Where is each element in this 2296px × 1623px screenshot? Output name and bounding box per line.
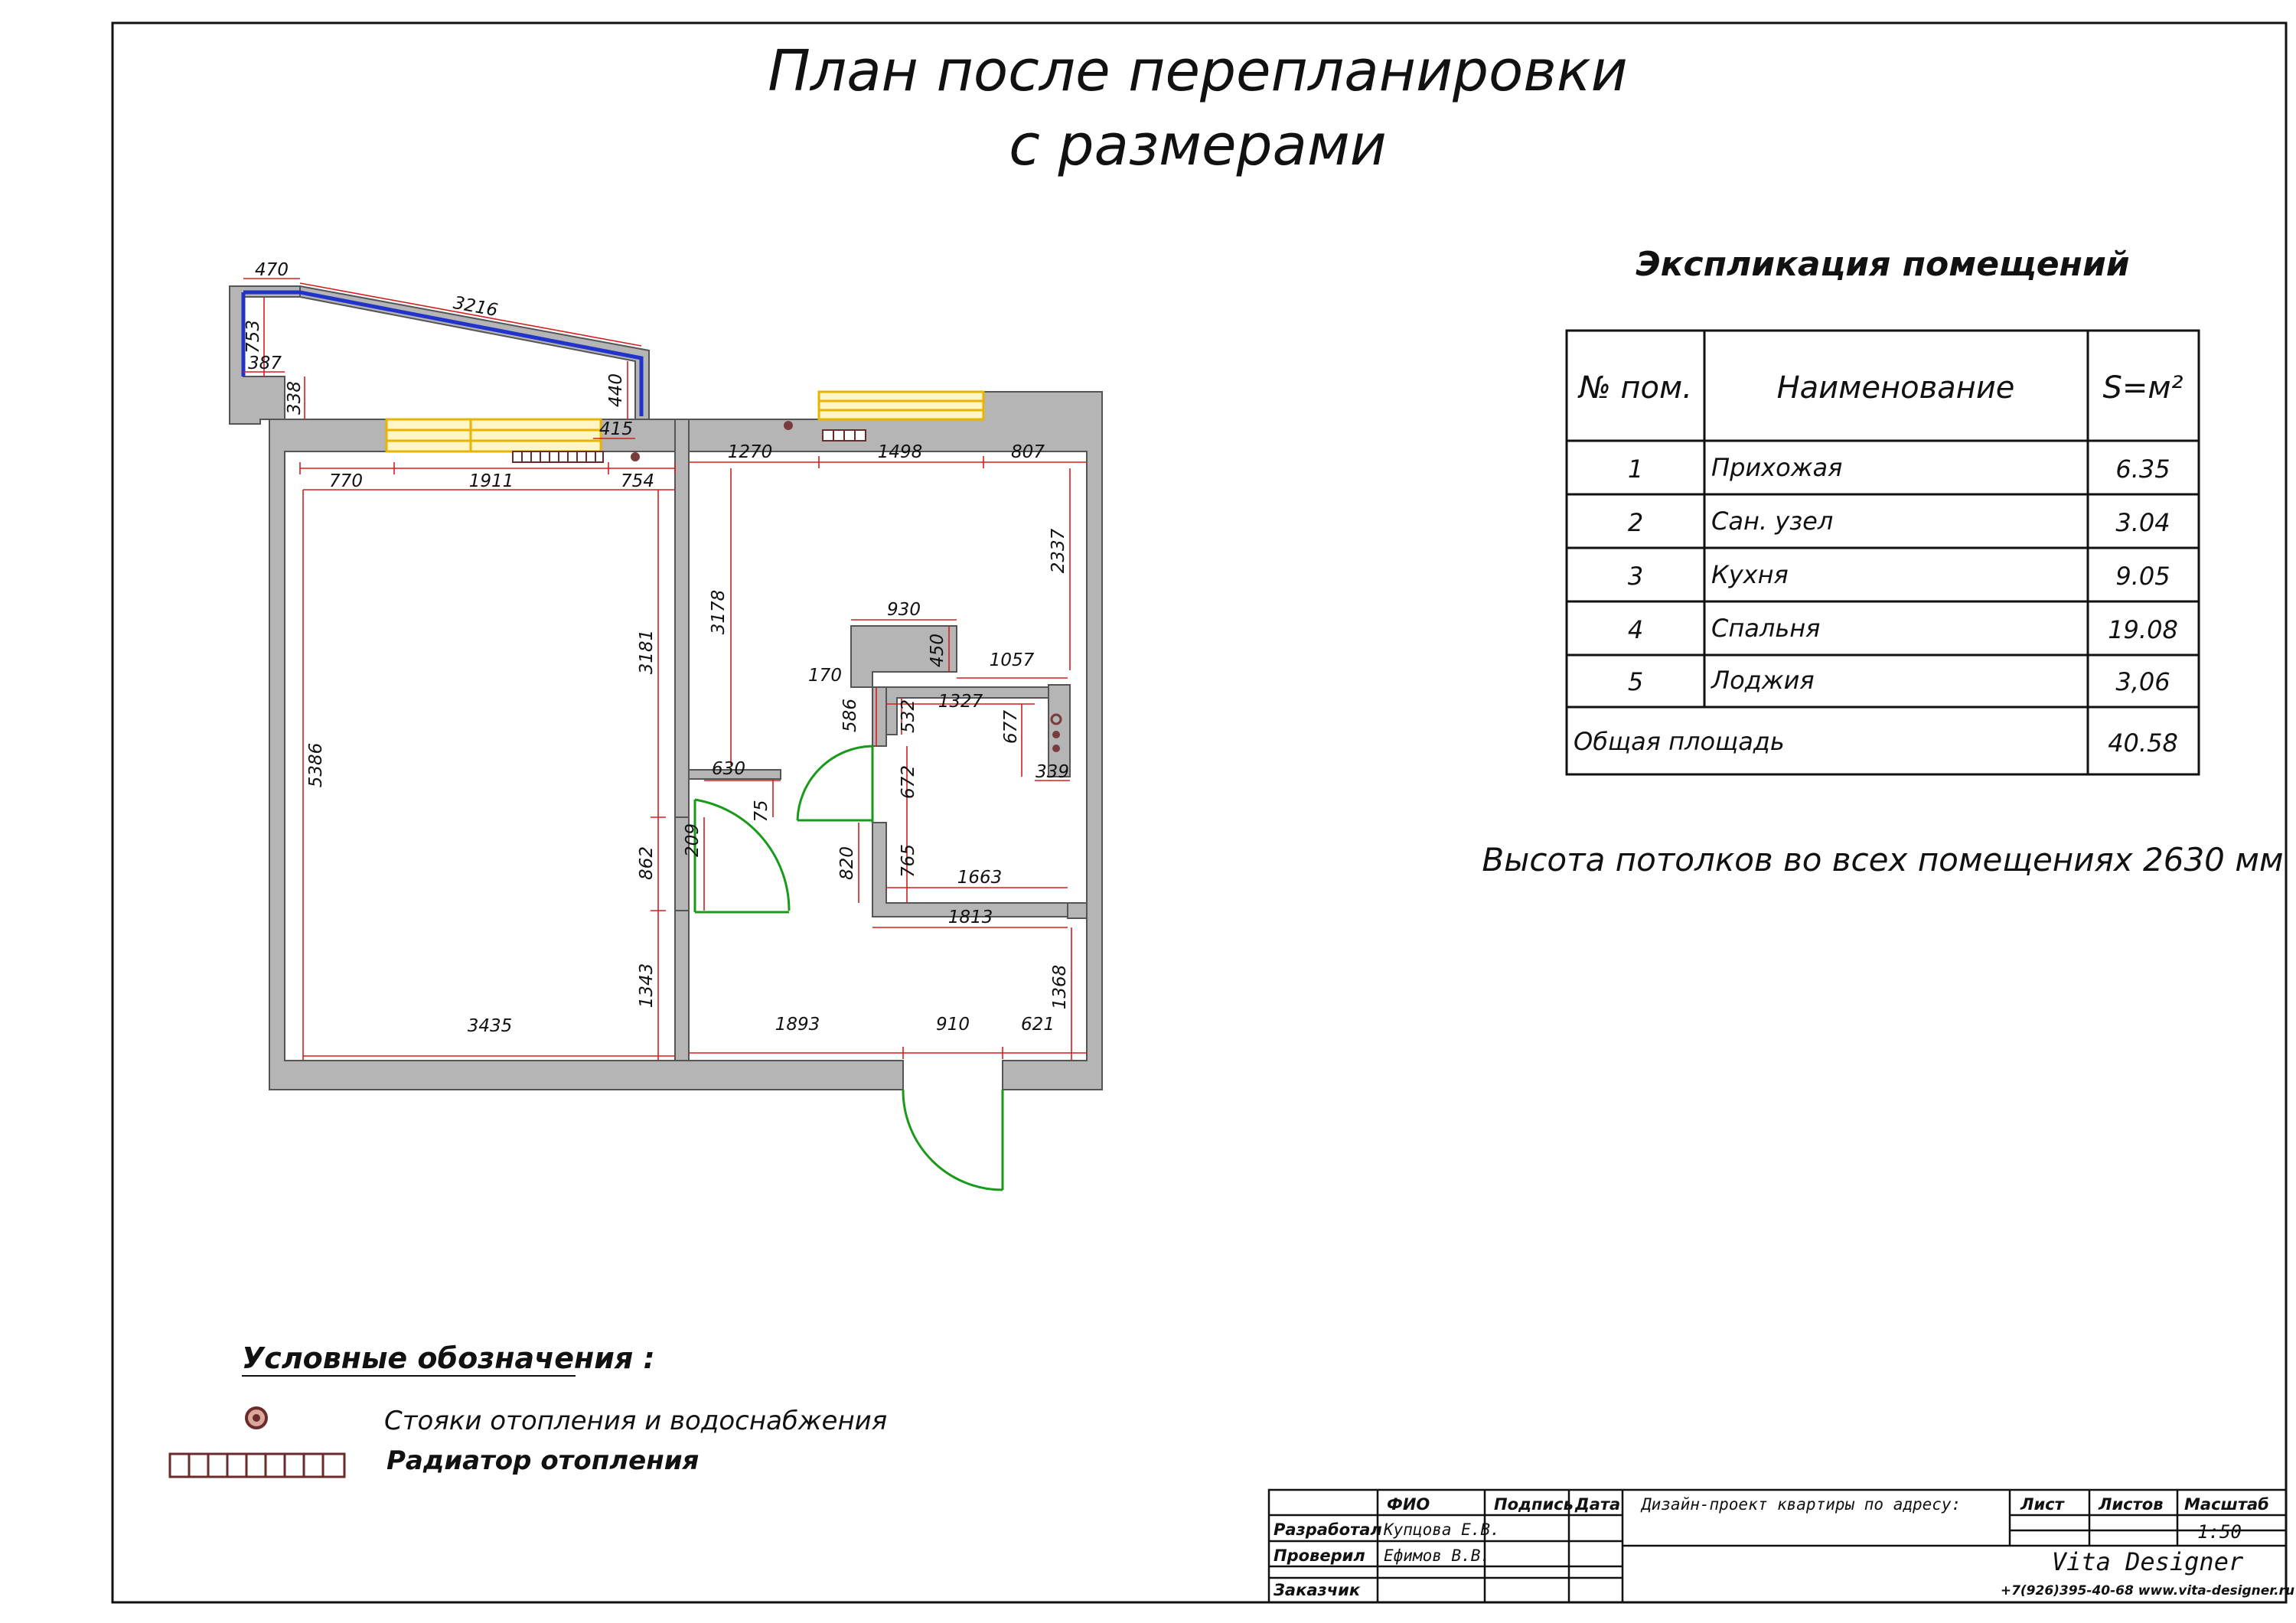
table-header-name: Наименование <box>1776 370 2015 406</box>
dim-label: 3178 <box>709 589 729 635</box>
riser-icon <box>631 452 640 461</box>
door-bath-swing <box>797 746 872 820</box>
table-cell-area: 19.08 <box>2108 615 2178 644</box>
table-cell-name: Спальня <box>1711 614 1821 643</box>
table-cell-name: Кухня <box>1711 560 1789 589</box>
dim-label: 1813 <box>947 908 993 927</box>
tb-checked-label: Проверил <box>1274 1546 1365 1565</box>
tb-developed-label: Разработал <box>1274 1520 1382 1539</box>
dim-label: 770 <box>329 471 363 491</box>
riser-icon <box>784 421 793 430</box>
bath-wall-left-upper <box>872 687 886 746</box>
dim-label: 339 <box>1035 762 1069 782</box>
bath-wall-corner <box>1068 903 1087 918</box>
table-cell-name: Сан. узел <box>1711 507 1834 536</box>
dim-label: 621 <box>1021 1015 1055 1035</box>
window-bedroom <box>386 419 601 451</box>
legend-radiator-icon <box>170 1454 344 1477</box>
explication-heading: Экспликация помещений <box>1636 245 2130 284</box>
dim-label: 209 <box>683 823 703 857</box>
floor-plan <box>230 260 1102 1190</box>
dim-label: 1057 <box>989 650 1035 670</box>
dim-label: 1368 <box>1050 964 1070 1010</box>
dim-label: 862 <box>637 846 657 880</box>
dim-label: 1663 <box>957 868 1003 888</box>
dim-label: 586 <box>840 699 860 732</box>
door-entrance-swing <box>903 1090 1003 1190</box>
dim-label: 672 <box>899 765 918 799</box>
table-cell-area: 9.05 <box>2115 562 2170 591</box>
dim-label: 1343 <box>637 963 657 1009</box>
legend-radiator-label: Радиатор отопления <box>386 1445 700 1476</box>
dim-label: 387 <box>248 354 282 373</box>
dim-label: 532 <box>899 699 918 733</box>
doors <box>695 746 1003 1190</box>
dim-label: 338 <box>285 381 305 415</box>
dim-label: 1893 <box>775 1015 820 1035</box>
dim-label: 930 <box>887 600 921 620</box>
table-cell-name: Лоджия <box>1711 666 1815 695</box>
table-cell-num: 1 <box>1627 455 1644 484</box>
tb-checked-name: Ефимов В.В. <box>1384 1546 1491 1565</box>
dim-label: 630 <box>712 759 745 779</box>
ceiling-height-note: Высота потолков во всех помещениях 2630 мм <box>1482 841 2284 878</box>
table-header-num: № пом. <box>1579 370 1692 406</box>
dim-label: 754 <box>621 471 654 491</box>
dim-label: 753 <box>243 320 263 354</box>
tb-col-date: Дата <box>1575 1495 1621 1514</box>
dim-label: 910 <box>936 1015 970 1035</box>
table-cell-num: 4 <box>1627 615 1644 644</box>
dim-label: 170 <box>808 666 842 686</box>
dim-label: 765 <box>899 844 918 878</box>
tb-contact: +7(926)395-40-68 www.vita-designer.ru <box>2000 1583 2295 1599</box>
dim-label: 807 <box>1011 442 1045 462</box>
dim-label: 1911 <box>468 471 514 491</box>
dim-label: 5386 <box>306 742 326 788</box>
table-total-area: 40.58 <box>2108 728 2178 758</box>
tb-developed-name: Купцова Е.В. <box>1384 1520 1500 1539</box>
tb-col-sign: Подпись <box>1494 1495 1574 1514</box>
dim-label: 415 <box>599 419 633 439</box>
radiator-icon <box>170 1454 344 1477</box>
legend-riser-icon <box>246 1408 266 1428</box>
table-cell-area: 3,06 <box>2115 667 2170 696</box>
table-cell-num: 5 <box>1627 667 1644 696</box>
tb-scale: 1:50 <box>2197 1521 2242 1543</box>
plan-title-line1: План после перепланировки <box>768 38 1628 104</box>
dim-label: 440 <box>606 373 626 407</box>
dim-label: 1327 <box>938 692 983 712</box>
dim-label: 450 <box>928 634 947 667</box>
riser-icon <box>1052 745 1060 752</box>
table-cell-num: 3 <box>1627 562 1644 591</box>
tb-client-label: Заказчик <box>1274 1581 1361 1599</box>
door-bedroom-swing <box>695 800 789 911</box>
tb-scale-label: Масштаб <box>2184 1495 2269 1514</box>
table-cell-num: 2 <box>1627 508 1644 537</box>
dimension-labels <box>243 260 1070 1036</box>
window-kitchen <box>819 392 983 419</box>
partition-bedroom-hall <box>675 911 689 1061</box>
dim-label: 470 <box>255 260 289 280</box>
dim-label: 75 <box>752 800 771 823</box>
riser-icon <box>1052 731 1060 738</box>
tb-sheet: Лист <box>2020 1495 2064 1514</box>
tb-company: Vita Designer <box>2051 1547 2244 1576</box>
tb-project: Дизайн-проект квартиры по адресу: <box>1642 1495 1962 1514</box>
plan-title-line2: с размерами <box>1009 112 1387 178</box>
dim-label: 1498 <box>877 442 923 462</box>
legend-heading: Условные обозначения : <box>242 1341 655 1375</box>
table-cell-area: 3.04 <box>2115 508 2170 537</box>
tb-col-fio: ФИО <box>1387 1495 1430 1514</box>
table-header-area: S=м² <box>2102 370 2183 406</box>
dim-label: 1270 <box>727 442 773 462</box>
table-total-label: Общая площадь <box>1574 727 1785 756</box>
dim-label: 2337 <box>1049 528 1068 574</box>
dim-label: 3181 <box>637 629 657 675</box>
table-cell-name: Прихожая <box>1711 453 1843 482</box>
dim-label: 3216 <box>452 293 500 321</box>
dim-label: 677 <box>1001 710 1021 744</box>
table-cell-area: 6.35 <box>2115 455 2170 484</box>
tb-sheets: Листов <box>2099 1495 2164 1514</box>
partition-bedroom-kitchen <box>675 419 689 817</box>
dim-label: 3435 <box>467 1016 513 1036</box>
legend-riser-label: Стояки отопления и водоснабжения <box>384 1406 888 1436</box>
dim-label: 820 <box>837 846 857 880</box>
